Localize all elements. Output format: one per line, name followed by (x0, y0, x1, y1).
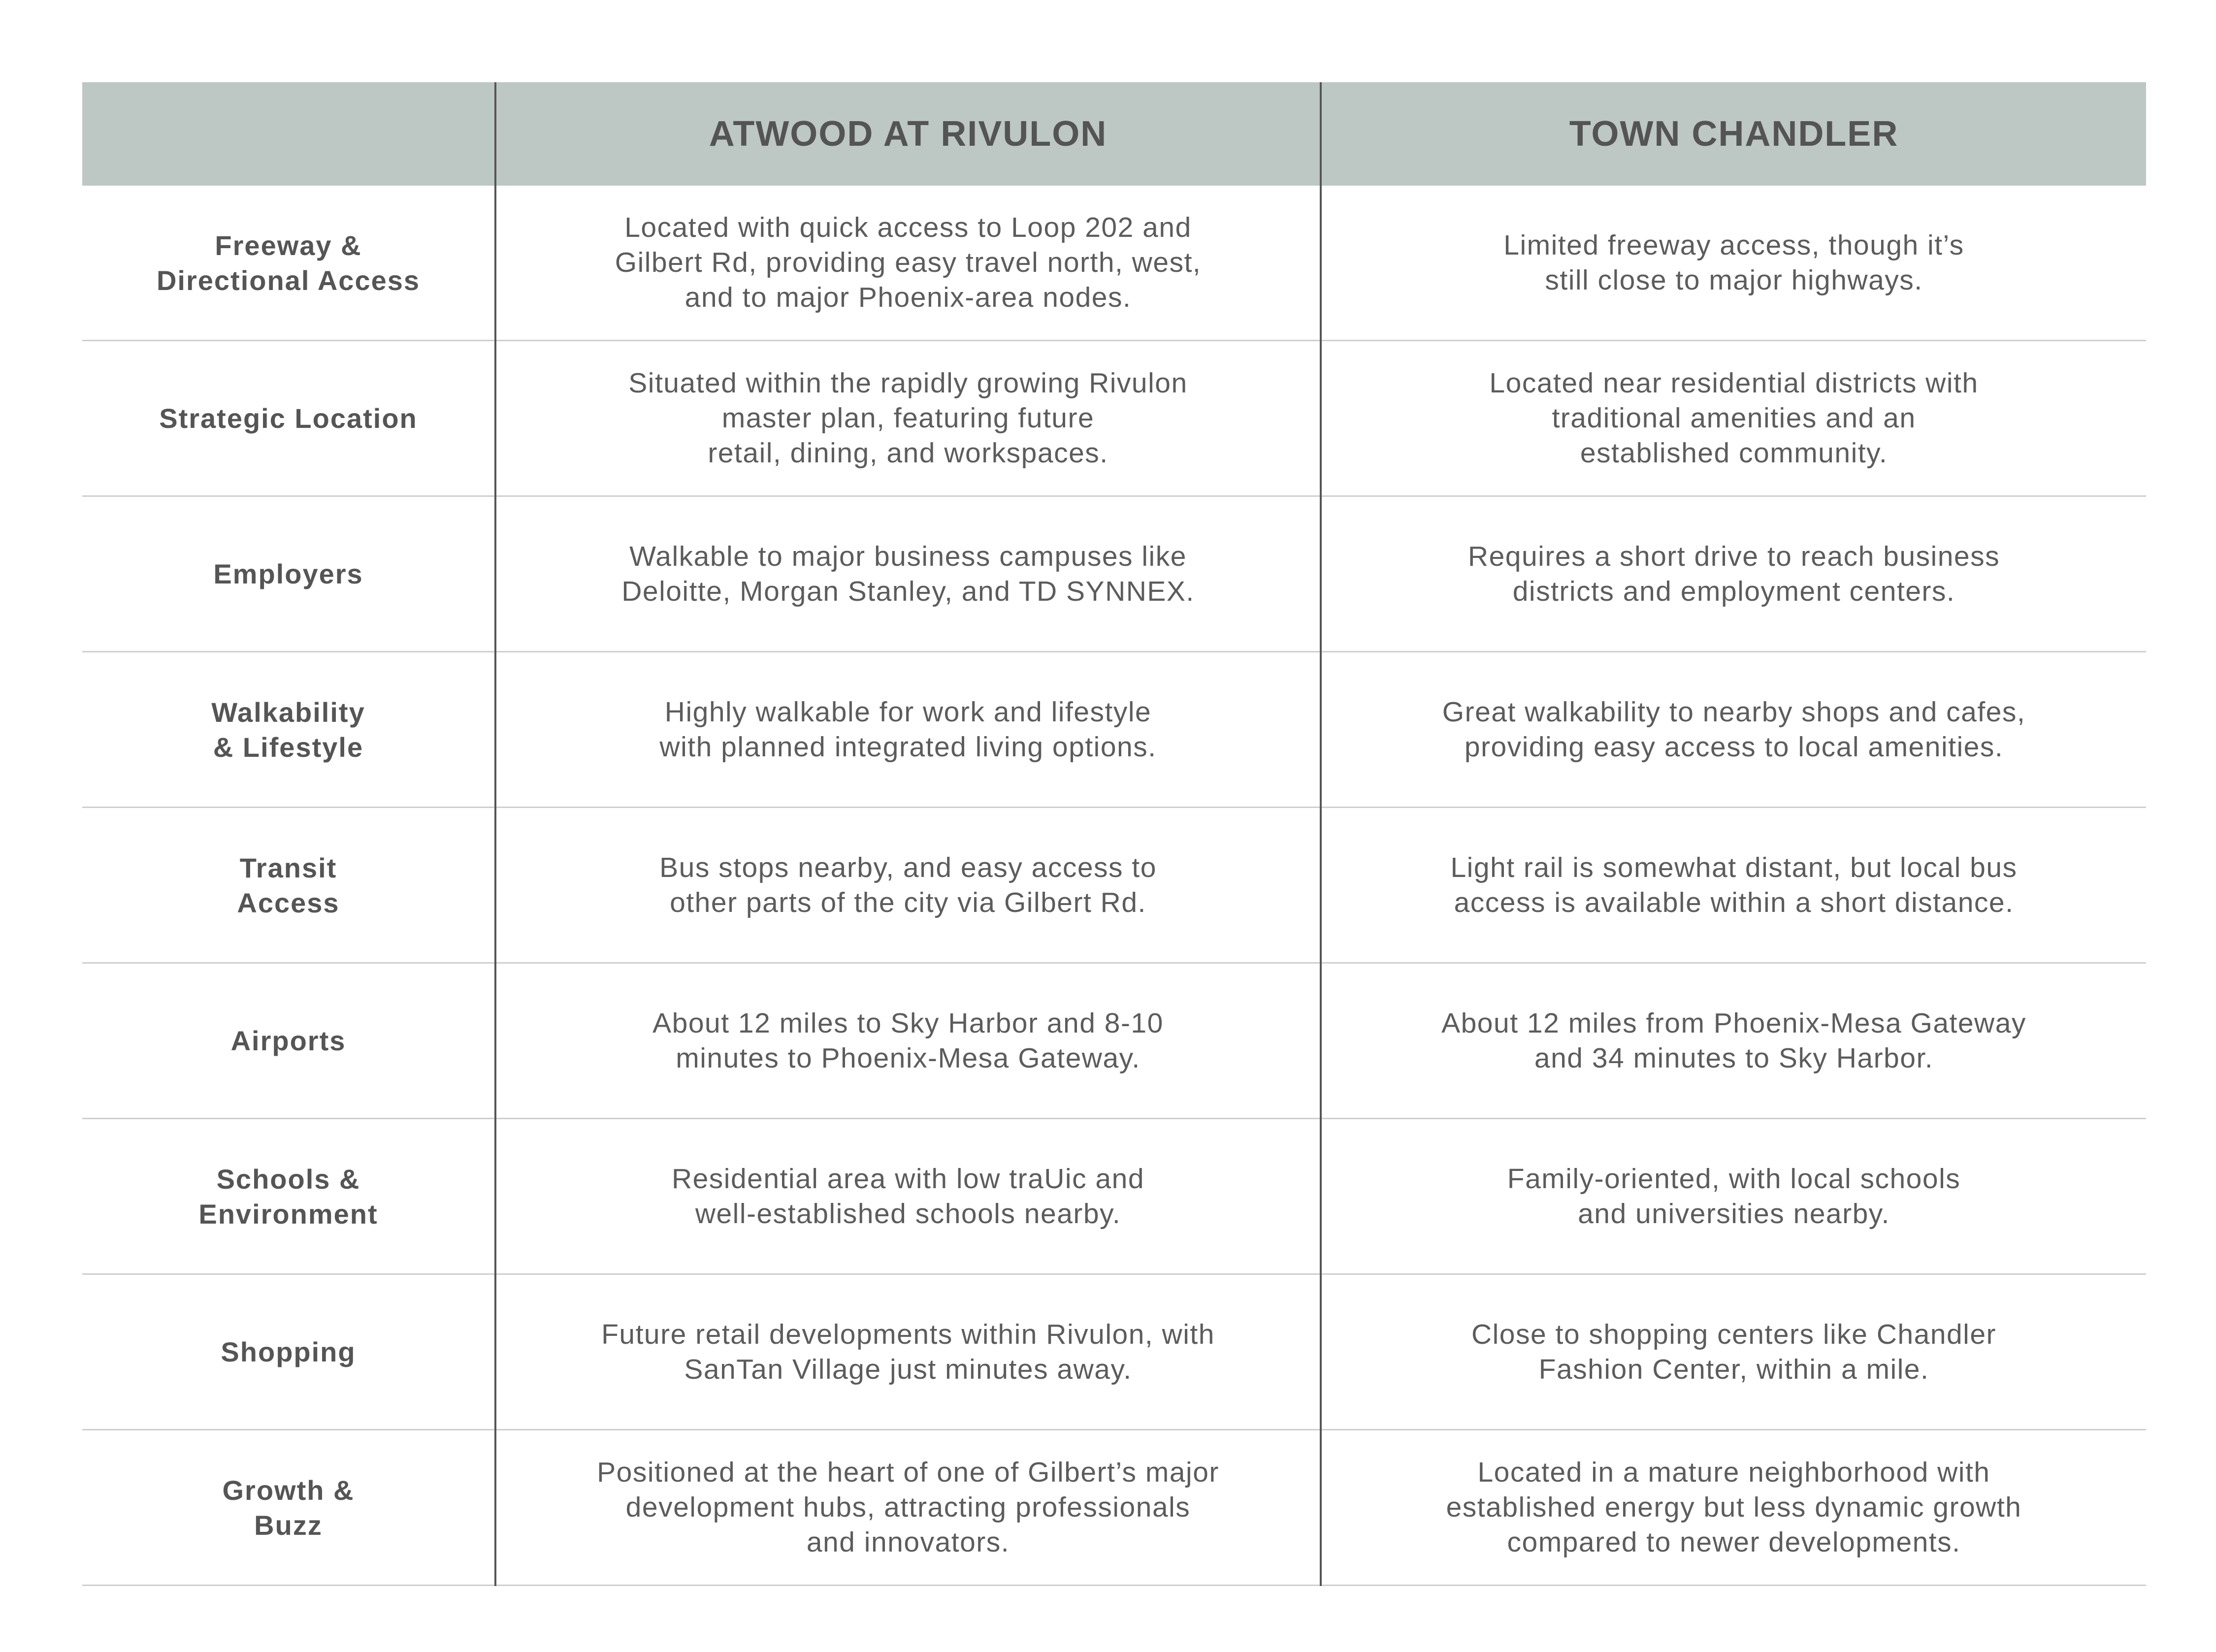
atwood-cell-line: Residential area with low traUic and (671, 1163, 1145, 1195)
header-blank-cell (82, 82, 495, 186)
atwood-cell-line: Walkable to major business campuses like (629, 540, 1187, 572)
row-label (82, 1430, 495, 1586)
town-chandler-cell-line: providing easy access to local amenities. (1464, 731, 2004, 763)
header-town-chandler: TOWN CHANDLER (1321, 82, 2146, 186)
town-chandler-cell-line: Fashion Center, within a mile. (1538, 1353, 1929, 1385)
atwood-cell (495, 341, 1321, 496)
header-row (82, 82, 2146, 186)
town-chandler-cell-line: About 12 miles from Phoenix-Mesa Gateway (1441, 1007, 2026, 1039)
row-label (82, 652, 495, 808)
town-chandler-cell (1321, 1274, 2146, 1430)
town-chandler-cell-line: still close to major highways. (1545, 264, 1923, 296)
atwood-cell-line: minutes to Phoenix-Mesa Gateway. (676, 1042, 1141, 1074)
atwood-cell-line: and innovators. (806, 1526, 1010, 1558)
town-chandler-cell-line: access is available within a short distance. (1454, 886, 2014, 918)
town-chandler-cell (1321, 808, 2146, 963)
atwood-cell-line: SanTan Village just minutes away. (684, 1353, 1132, 1385)
atwood-cell-line: About 12 miles to Sky Harbor and 8-10 (652, 1007, 1164, 1039)
atwood-cell-line: Positioned at the heart of one of Gilbert’s major (597, 1457, 1219, 1488)
table-row (82, 1430, 2146, 1586)
row-label-line: Shopping (221, 1336, 356, 1367)
header-atwood-at-rivulon: ATWOOD AT RIVULON (495, 82, 1321, 186)
comparison-table (82, 82, 2146, 1586)
town-chandler-cell (1321, 341, 2146, 496)
table-row (82, 963, 2146, 1119)
row-label (82, 963, 495, 1119)
row-label-line: & Lifestyle (213, 731, 364, 763)
row-label-line: Freeway & (215, 229, 362, 261)
atwood-cell (495, 963, 1321, 1119)
row-label-line: Transit (239, 852, 337, 883)
table-row (82, 652, 2146, 808)
town-chandler-cell-line: established energy but less dynamic growth (1446, 1491, 2022, 1523)
town-chandler-cell-line: Located in a mature neighborhood with (1477, 1457, 1990, 1488)
atwood-cell-line: well-established schools nearby. (695, 1198, 1121, 1230)
town-chandler-cell-line: districts and employment centers. (1512, 575, 1955, 607)
atwood-cell-line: Highly walkable for work and lifestyle (664, 696, 1152, 728)
row-label-line: Access (237, 887, 340, 918)
atwood-cell-line: with planned integrated living options. (659, 731, 1157, 763)
atwood-cell-line: Gilbert Rd, providing easy travel north, west, (615, 247, 1202, 278)
town-chandler-cell (1321, 186, 2146, 341)
atwood-cell-line: Deloitte, Morgan Stanley, and TD SYNNEX. (621, 575, 1195, 607)
town-chandler-cell-line: Great walkability to nearby shops and cafes, (1442, 696, 2026, 728)
town-chandler-cell (1321, 963, 2146, 1119)
atwood-cell-line: other parts of the city via Gilbert Rd. (670, 886, 1146, 918)
town-chandler-cell (1321, 1430, 2146, 1586)
town-chandler-cell-line: compared to newer developments. (1507, 1526, 1961, 1558)
town-chandler-cell-line: Located near residential districts with (1489, 367, 1979, 399)
row-label (82, 808, 495, 963)
town-chandler-cell (1321, 496, 2146, 652)
table-row (82, 808, 2146, 963)
atwood-cell-line: Situated within the rapidly growing Rivulon (628, 367, 1188, 399)
town-chandler-cell-line: Requires a short drive to reach business (1467, 540, 2000, 572)
town-chandler-cell-line: Close to shopping centers like Chandler (1471, 1318, 1997, 1350)
row-label-line: Schools & (216, 1163, 360, 1195)
atwood-cell (495, 1430, 1321, 1586)
row-label (82, 1274, 495, 1430)
row-label (82, 1119, 495, 1274)
town-chandler-cell (1321, 652, 2146, 808)
atwood-cell-line: Future retail developments within Rivulon, with (601, 1318, 1215, 1350)
town-chandler-cell-line: established community. (1580, 437, 1888, 469)
atwood-cell (495, 496, 1321, 652)
row-label-line: Employers (213, 558, 363, 589)
table-header (82, 82, 2146, 186)
table-row (82, 186, 2146, 341)
table-row (82, 1274, 2146, 1430)
table-row (82, 1119, 2146, 1274)
town-chandler-cell-line: Limited freeway access, though it’s (1503, 229, 1964, 261)
row-label (82, 186, 495, 341)
town-chandler-cell-line: Light rail is somewhat distant, but local bus (1450, 851, 2018, 883)
table-row (82, 341, 2146, 496)
row-label (82, 496, 495, 652)
atwood-cell-line: Located with quick access to Loop 202 and (624, 212, 1192, 243)
town-chandler-cell-line: and universities nearby. (1578, 1198, 1890, 1230)
atwood-cell-line: Bus stops nearby, and easy access to (659, 851, 1157, 883)
town-chandler-cell-line: Family-oriented, with local schools (1507, 1163, 1961, 1195)
atwood-cell (495, 808, 1321, 963)
row-label-line: Growth & (222, 1474, 355, 1506)
row-label-line: Environment (198, 1198, 378, 1230)
row-label-line: Airports (230, 1025, 346, 1056)
atwood-cell (495, 652, 1321, 808)
row-label (82, 341, 495, 496)
atwood-cell-line: master plan, featuring future (721, 402, 1095, 434)
town-chandler-cell-line: and 34 minutes to Sky Harbor. (1534, 1042, 1934, 1074)
row-label-line: Walkability (211, 696, 365, 728)
atwood-cell (495, 186, 1321, 341)
row-label-line: Directional Access (156, 264, 421, 296)
town-chandler-cell (1321, 1119, 2146, 1274)
atwood-cell-line: and to major Phoenix-area nodes. (684, 282, 1132, 313)
atwood-cell-line: development hubs, attracting professionals (625, 1491, 1191, 1523)
atwood-cell-line: retail, dining, and workspaces. (708, 437, 1108, 469)
atwood-cell (495, 1119, 1321, 1274)
atwood-cell (495, 1274, 1321, 1430)
town-chandler-cell-line: traditional amenities and an (1552, 402, 1916, 434)
table-body (82, 186, 2146, 1586)
row-label-line: Strategic Location (159, 403, 418, 434)
table-row (82, 496, 2146, 652)
row-label-line: Buzz (254, 1509, 323, 1541)
